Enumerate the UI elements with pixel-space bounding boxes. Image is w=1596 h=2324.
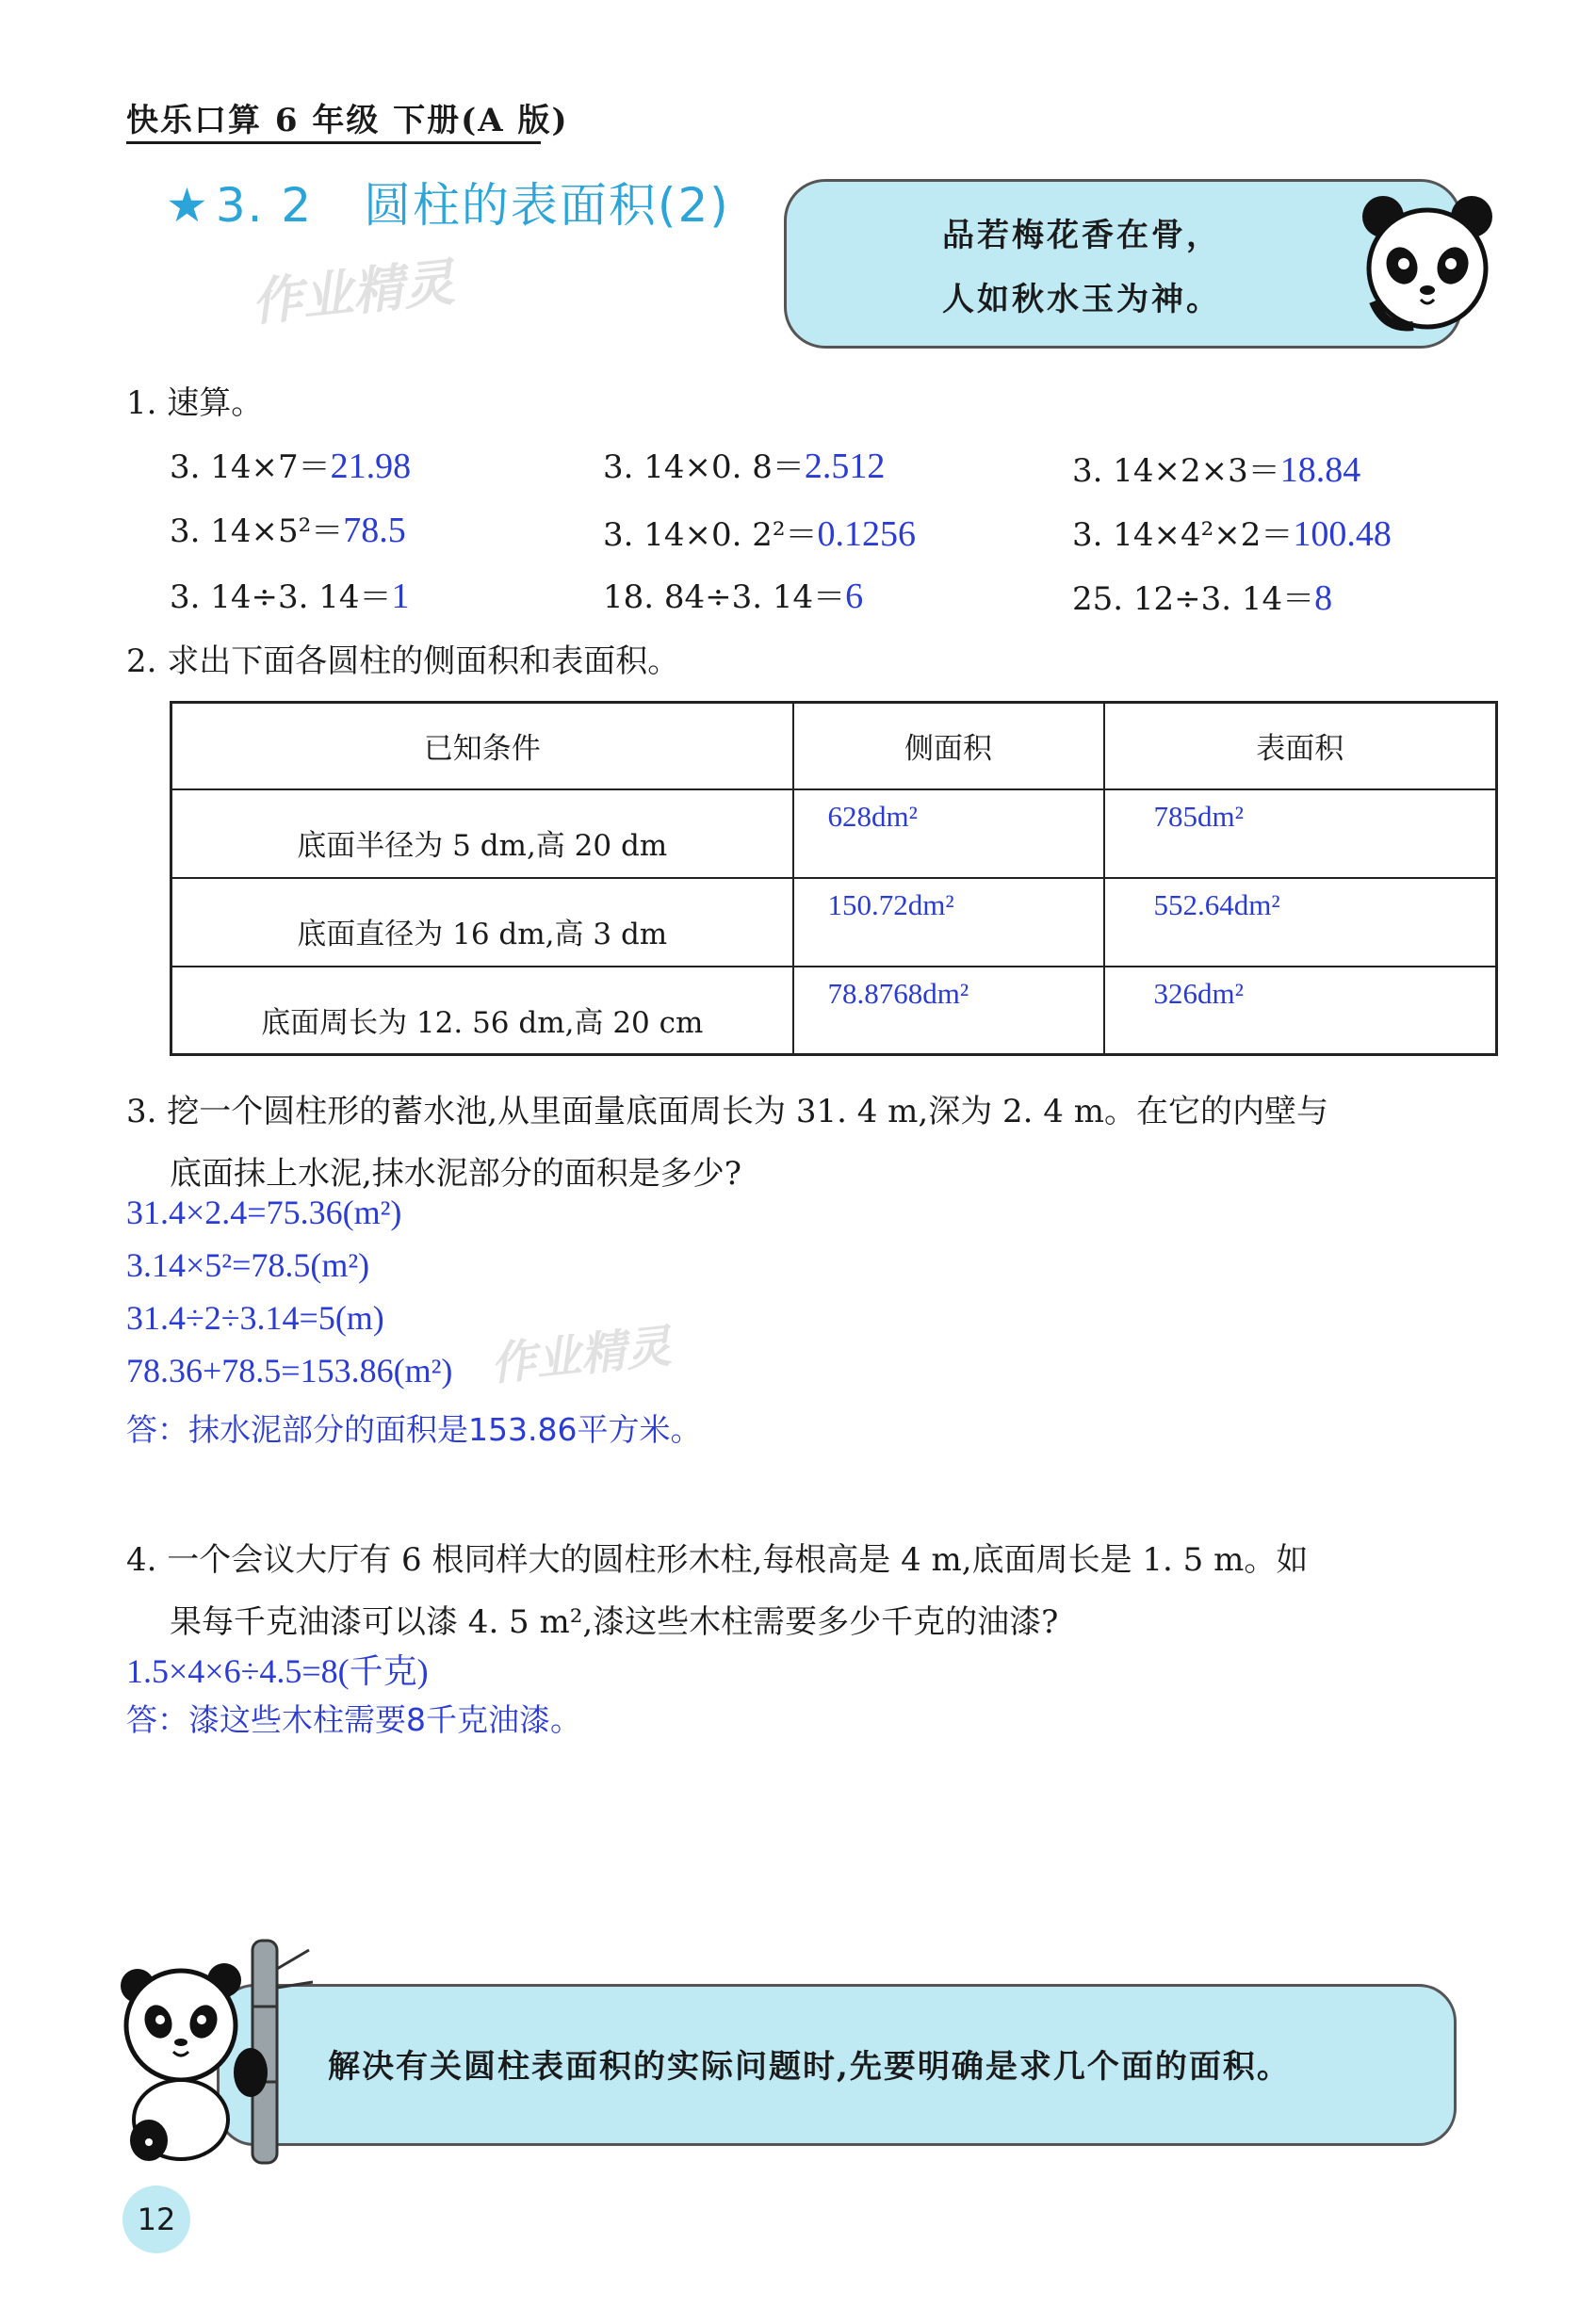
calc-answer: 18.84: [1279, 450, 1361, 490]
table-header: 表面积: [1104, 703, 1497, 789]
watermark-middle: 作业精灵: [488, 1320, 674, 1391]
q2-heading: 2. 求出下面各圆柱的侧面积和表面积。: [126, 642, 680, 680]
calc-answer: 21.98: [330, 447, 412, 486]
calc-item: 3. 14×4²×2＝100.48: [1072, 514, 1392, 554]
calc-item: 3. 14×7＝21.98: [170, 447, 412, 486]
q3-work-line: 31.4÷2÷3.14=5(m): [126, 1299, 384, 1337]
table-cell-condition: 底面周长为 12. 56 dm,高 20 cm: [171, 967, 793, 1055]
panda-bamboo-icon: [121, 1931, 328, 2167]
table-cell-side-area: 628dm²: [793, 789, 1104, 878]
section-name: 圆柱的表面积(2): [363, 178, 730, 233]
table-cell-surface-area: 552.64dm²: [1104, 878, 1497, 967]
table-cell-side-area: 150.72dm²: [793, 878, 1104, 967]
star-icon: ★: [166, 178, 210, 233]
calc-answer: 0.1256: [817, 514, 917, 554]
book-title: 快乐口算 6 年级 下册(A 版): [126, 102, 569, 139]
q1-heading: 1. 速算。: [126, 384, 264, 422]
q4-text-line-2: 果每千克油漆可以漆 4. 5 m²,漆这些木柱需要多少千克的油漆?: [170, 1603, 1059, 1641]
table-row: [171, 967, 1497, 1055]
q3-answer: 答：抹水泥部分的面积是153.86平方米。: [126, 1411, 702, 1448]
table-header: 侧面积: [793, 703, 1104, 789]
panda-face-icon: [1357, 188, 1498, 339]
calc-answer: 1: [391, 577, 410, 616]
motto-line-2: 人如秋水玉为神。: [942, 281, 1221, 318]
table-cell-condition: 底面半径为 5 dm,高 20 dm: [171, 789, 793, 878]
table-cell-surface-area: 326dm²: [1104, 967, 1497, 1055]
q3-text-line-2: 底面抹上水泥,抹水泥部分的面积是多少?: [170, 1155, 742, 1193]
tip-text: 解决有关圆柱表面积的实际问题时,先要明确是求几个面的面积。: [328, 2048, 1291, 2086]
section-number: 3. 2: [215, 178, 314, 233]
calc-answer: 100.48: [1293, 514, 1392, 554]
cylinder-table: [170, 701, 1498, 1056]
page-number: 12: [122, 2186, 190, 2253]
calc-item: 3. 14×0. 8＝2.512: [603, 447, 886, 486]
q4-work-line: 1.5×4×6÷4.5=8(千克): [126, 1652, 429, 1690]
calc-item: 3. 14×5²＝78.5: [170, 511, 406, 550]
table-cell-condition: 底面直径为 16 dm,高 3 dm: [171, 878, 793, 967]
calc-answer: 6: [845, 577, 864, 616]
calc-item: 3. 14×2×3＝18.84: [1072, 450, 1361, 490]
table-cell-side-area: 78.8768dm²: [793, 967, 1104, 1055]
q3-text-line-1: 3. 挖一个圆柱形的蓄水池,从里面量底面周长为 31. 4 m,深为 2. 4 m。在它的内壁与: [126, 1093, 1328, 1130]
calc-answer: 78.5: [343, 511, 406, 550]
table-cell-surface-area: 785dm²: [1104, 789, 1497, 878]
q3-work-line: 3.14×5²=78.5(m²): [126, 1246, 370, 1284]
table-header: 已知条件: [171, 703, 793, 789]
calc-answer: 8: [1314, 578, 1333, 618]
q4-answer: 答：漆这些木柱需要8千克油漆。: [126, 1701, 581, 1738]
motto-line-1: 品若梅花香在骨，: [942, 217, 1221, 254]
header-divider: [126, 141, 541, 144]
calc-item: 3. 14×0. 2²＝0.1256: [603, 514, 917, 554]
q3-work-line: 78.36+78.5=153.86(m²): [126, 1352, 453, 1390]
table-header-row: [171, 703, 1497, 789]
q3-work-line: 31.4×2.4=75.36(m²): [126, 1194, 402, 1231]
table-row: [171, 789, 1497, 878]
section-title: [166, 168, 730, 236]
table-row: [171, 878, 1497, 967]
calc-answer: 2.512: [804, 447, 886, 486]
watermark-top: 作业精灵: [248, 252, 458, 333]
q4-text-line-1: 4. 一个会议大厅有 6 根同样大的圆柱形木柱,每根高是 4 m,底面周长是 1. 5 m。如: [126, 1541, 1309, 1579]
calc-item: 3. 14÷3. 14＝1: [170, 577, 410, 616]
calc-item: 25. 12÷3. 14＝8: [1072, 578, 1333, 618]
calc-item: 18. 84÷3. 14＝6: [603, 577, 864, 616]
